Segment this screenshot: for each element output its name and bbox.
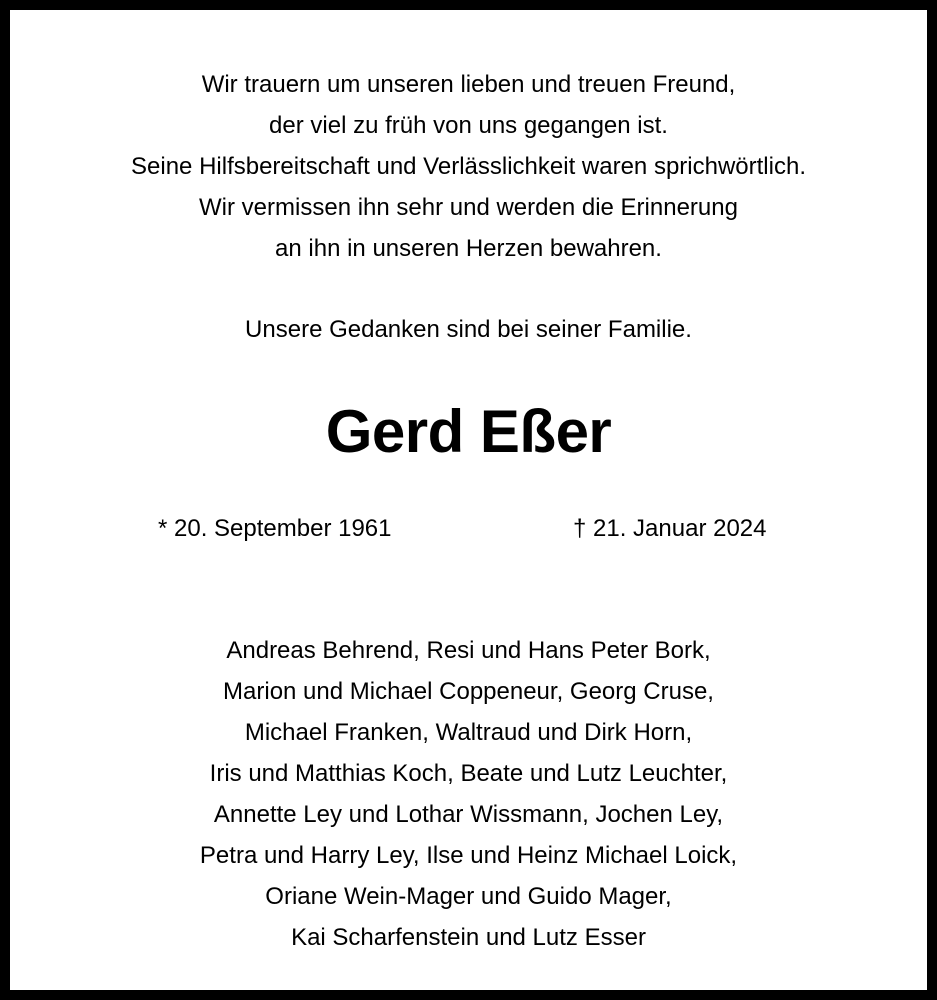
intro-line: Wir vermissen ihn sehr und werden die Erinnerung <box>199 194 738 221</box>
birth-date: * 20. September 1961 <box>158 515 392 542</box>
mourner-line: Andreas Behrend, Resi und Hans Peter Bork, <box>226 637 711 664</box>
death-date: † 21. Januar 2024 <box>573 515 767 542</box>
deceased-name: Gerd Eßer <box>325 398 612 465</box>
mourner-line: Michael Franken, Waltraud und Dirk Horn, <box>244 719 693 746</box>
intro-line: Seine Hilfsbereitschaft und Verlässlichkeit waren sprichwörtlich. <box>131 153 806 180</box>
intro-text <box>20 64 917 269</box>
mourner-line: Marion und Michael Coppeneur, Georg Cruse, <box>223 678 714 705</box>
intro-line: Wir trauern um unseren lieben und treuen Freund, <box>201 71 736 98</box>
intro-line: der viel zu früh von uns gegangen ist. <box>269 112 668 139</box>
intro-line: an ihn in unseren Herzen bewahren. <box>275 235 662 262</box>
mourner-line: Petra und Harry Ley, Ilse und Heinz Michael Loick, <box>199 842 738 869</box>
mourner-line: Iris und Matthias Koch, Beate und Lutz Leuchter, <box>209 760 728 787</box>
mourners-list <box>20 630 917 958</box>
mourner-line: Oriane Wein-Mager und Guido Mager, <box>265 883 672 910</box>
mourner-line: Annette Ley und Lothar Wissmann, Jochen Ley, <box>213 801 724 828</box>
thoughts-line: Unsere Gedanken sind bei seiner Familie. <box>245 316 692 343</box>
mourner-line: Kai Scharfenstein und Lutz Esser <box>291 924 646 951</box>
